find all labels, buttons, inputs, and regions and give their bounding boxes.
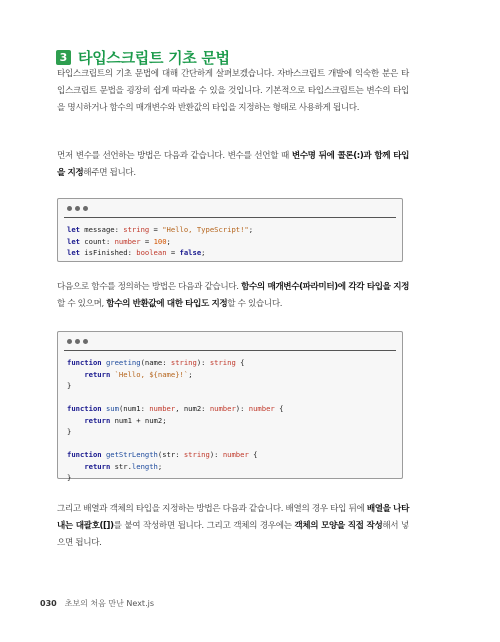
code-token: ): <box>196 358 210 367</box>
code-line <box>67 426 392 438</box>
code-line <box>67 449 392 461</box>
code-token: ; <box>166 236 171 246</box>
variable-paragraph <box>57 148 409 182</box>
paragraph-text: 해주면 됩니다. <box>83 168 136 178</box>
code-token: length <box>131 461 158 471</box>
code-token: number <box>209 404 236 413</box>
code-token: `Hello, ${name}!` <box>114 369 189 379</box>
section-heading <box>56 46 230 68</box>
code-token: ; <box>157 461 163 471</box>
code-line <box>67 438 392 450</box>
code-token: isFinished: <box>79 248 137 257</box>
code-token: = <box>166 248 180 257</box>
code-window-header <box>64 199 396 218</box>
code-token: let <box>67 236 80 246</box>
code-token: = <box>140 236 154 246</box>
code-line <box>67 236 392 248</box>
code-token: return <box>84 415 111 425</box>
window-dot-icon <box>67 206 72 211</box>
code-token: { <box>235 358 245 367</box>
code-body <box>58 218 402 265</box>
book-title: 초보의 처음 만난 Next.js <box>64 599 154 608</box>
paragraph-text: 그리고 배열과 객체의 타입을 지정하는 방법은 다음과 같습니다. 배열의 경우 타입 뒤에 <box>57 504 367 514</box>
code-token: ): <box>209 450 223 459</box>
code-token: { <box>274 404 284 413</box>
code-token: ; <box>248 225 254 234</box>
code-token: "Hello, TypeScript!" <box>162 225 249 234</box>
code-window-header <box>64 332 396 351</box>
code-line <box>67 461 392 473</box>
code-body <box>58 351 402 490</box>
code-token: function <box>67 450 102 459</box>
function-paragraph <box>57 279 409 313</box>
array-object-paragraph <box>57 501 409 552</box>
code-token <box>67 462 84 471</box>
window-dot-icon <box>83 339 88 344</box>
code-block-variables <box>57 198 403 262</box>
code-token: } <box>67 381 72 390</box>
code-line <box>67 369 392 381</box>
code-token: ; <box>188 369 193 379</box>
code-token: count: <box>79 236 115 246</box>
code-token: function <box>67 404 102 413</box>
code-line <box>67 247 392 259</box>
code-token: num1 + num2; <box>110 415 167 425</box>
page-footer <box>40 598 154 609</box>
code-token: str. <box>110 461 132 471</box>
code-line <box>67 380 392 392</box>
intro-paragraph: 타입스크립트의 기초 문법에 대해 간단하게 살펴보겠습니다. 자바스크립트 개발에 익숙한 분은 타입스크립트 문법을 굉장히 쉽게 따라올 수 있을 것입니다. 기본적으로 타입스크립트는 변수의 타입을 명시하거나 함수의 매개변수와 반환값의 타입을 지정하는 형태로 사용하게 됩니다. <box>57 69 409 113</box>
code-token: number <box>114 236 141 246</box>
paragraph-emphasis: 함수의 반환값에 대한 타입도 지정 <box>106 299 228 309</box>
section-title: 타입스크립트 기초 문법 <box>78 48 230 67</box>
code-token: sum <box>105 404 119 413</box>
page-number: 030 <box>40 599 57 608</box>
paragraph-text: 를 붙여 작성하면 됩니다. 그리고 객체의 경우에는 <box>113 521 295 531</box>
code-token: string <box>123 225 150 234</box>
code-token: } <box>67 473 72 482</box>
code-token: (str: <box>157 450 184 459</box>
code-token: let <box>67 225 80 234</box>
paragraph-emphasis: 배열을 나타내는 대괄호([]) <box>57 504 409 531</box>
code-token: string <box>183 450 210 459</box>
code-token: message: <box>79 225 124 234</box>
code-token: false <box>179 248 202 257</box>
code-token: ): <box>235 404 249 413</box>
code-token: = <box>149 225 163 234</box>
window-dot-icon <box>67 339 72 344</box>
section-number-badge: 3 <box>56 50 71 65</box>
paragraph-text: 해서 넣으면 됩니다. <box>57 521 409 548</box>
code-token: , num2: <box>175 404 210 413</box>
paragraph-text: 다음으로 함수를 정의하는 방법은 다음과 같습니다. <box>57 282 242 292</box>
paragraph-emphasis: 변수명 뒤에 콜론(:)과 함께 타입을 지정 <box>57 151 410 178</box>
code-token: number <box>222 450 249 459</box>
code-token: boolean <box>136 248 167 257</box>
code-line <box>67 224 392 236</box>
code-line <box>67 392 392 404</box>
code-token: number <box>248 404 275 413</box>
paragraph-text: 할 수 있으며, <box>57 299 107 309</box>
code-token: getStrLength <box>105 450 158 459</box>
code-token: (name: <box>140 358 171 367</box>
code-line <box>67 472 392 484</box>
window-dot-icon <box>75 206 80 211</box>
window-dot-icon <box>75 339 80 344</box>
code-token <box>67 416 84 425</box>
window-dot-icon <box>83 206 88 211</box>
code-token <box>67 370 84 379</box>
paragraph-emphasis: 함수의 매개변수(파라미터)에 각각 타입을 지정 <box>241 282 409 292</box>
code-line <box>67 403 392 415</box>
paragraph-text: 먼저 변수를 선언하는 방법은 다음과 같습니다. 변수를 선언할 때 <box>57 151 292 161</box>
paragraph-emphasis: 객체의 모양을 직접 작성 <box>294 521 383 531</box>
code-token: (num1: <box>118 404 150 413</box>
paragraph-text: 할 수 있습니다. <box>227 299 283 309</box>
code-block-functions <box>57 331 403 482</box>
code-token: let <box>67 248 80 257</box>
code-token: number <box>149 404 176 413</box>
code-token: greeting <box>105 358 141 367</box>
code-token: string <box>170 358 197 367</box>
code-line <box>67 357 392 369</box>
code-token: return <box>84 461 111 471</box>
code-token: 100 <box>153 236 167 246</box>
code-token: string <box>209 358 236 367</box>
code-line <box>67 415 392 427</box>
code-token: return <box>84 369 111 379</box>
code-token: ; <box>201 248 206 257</box>
code-token: } <box>67 427 72 436</box>
code-token: function <box>67 358 102 367</box>
code-token: { <box>248 450 258 459</box>
